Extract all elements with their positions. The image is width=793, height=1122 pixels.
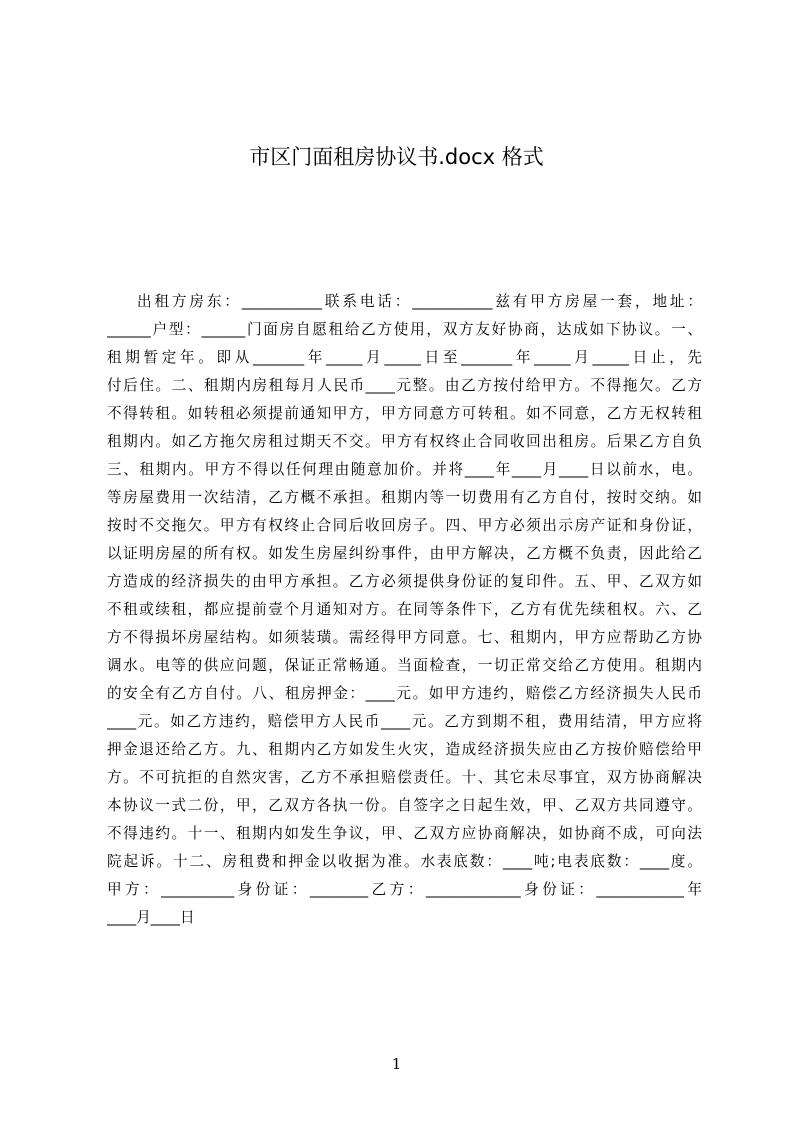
body-line: ______户型：______门面房自愿租给乙方使用，双方友好协商，达成如下协议。一、 — [107, 321, 702, 338]
body-line: 租期内。如乙方拖欠房租过期天不交。甲方有权终止合同收回出租房。后果乙方自负 — [107, 433, 702, 450]
body-line: 出租方房东：___________联系电话：___________兹有甲方房屋一套，地址： — [137, 293, 702, 310]
body-line: 租期暂定年。即从_______年_____月_____日至_______年_____月_____日止，先 — [107, 349, 702, 366]
body-line: 押金退还给乙方。九、租期内乙方如发生火灾，造成经济损失应由乙方按价赔偿给甲 — [107, 741, 702, 758]
body-line: 以证明房屋的所有权。如发生房屋纠纷事件，由甲方解决，乙方概不负责，因此给乙 — [107, 545, 702, 562]
body-line: ____月____日 — [107, 909, 195, 926]
agreement-body — [107, 288, 702, 932]
body-line: 不得转租。如转租必须提前通知甲方，甲方同意方可转租。如不同意，乙方无权转租 — [107, 405, 702, 422]
page-number: 1 — [391, 1055, 402, 1073]
body-line: 按时不交拖欠。甲方有权终止合同后收回房子。四、甲方必须出示房产证和身份证， — [107, 517, 702, 534]
body-line: 本协议一式二份，甲，乙双方各执一份。自签字之日起生效，甲、乙双方共同遵守。 — [107, 797, 702, 814]
document-title: 市区门面租房协议书.docx 格式 — [249, 145, 544, 169]
body-line: 的安全有乙方自付。八、租房押金：____元。如甲方违约，赔偿乙方经济损失人民币 — [107, 685, 702, 702]
body-line: ____元。如乙方违约，赔偿甲方人民币____元。乙方到期不租，费用结清，甲方应将 — [107, 713, 702, 730]
body-line: 方造成的经济损失的由甲方承担。乙方必须提供身份证的复印件。五、甲、乙双方如 — [107, 573, 702, 590]
body-line: 等房屋费用一次结清，乙方概不承担。租期内等一切费用有乙方自付，按时交纳。如 — [107, 489, 702, 506]
body-line: 付后住。二、租期内房租每月人民币____元整。由乙方按付给甲方。不得拖欠。乙方 — [107, 377, 702, 394]
body-line: 院起诉。十二、房租费和押金以收据为准。水表底数：____吨;电表底数：____度。 — [107, 853, 702, 870]
body-line: 三、租期内。甲方不得以任何理由随意加价。并将____年____月____日以前水，电。 — [107, 461, 702, 478]
body-line: 调水。电等的供应问题，保证正常畅通。当面检查，一切正常交给乙方使用。租期内 — [107, 657, 702, 674]
body-line: 不得违约。十一、租期内如发生争议，甲、乙双方应协商解决，如协商不成，可向法 — [107, 825, 702, 842]
body-line: 方不得损坏房屋结构。如须装璜。需经得甲方同意。七、租期内，甲方应帮助乙方协 — [107, 629, 702, 646]
body-line: 不租或续租，都应提前壹个月通知对方。在同等条件下，乙方有优先续租权。六、乙 — [107, 601, 702, 618]
body-line: 甲方：__________身份证：________乙方：_____________身份证：____________年 — [107, 881, 702, 898]
body-line: 方。不可抗拒的自然灾害，乙方不承担赔偿责任。十、其它未尽事宜，双方协商解决 — [107, 769, 702, 786]
